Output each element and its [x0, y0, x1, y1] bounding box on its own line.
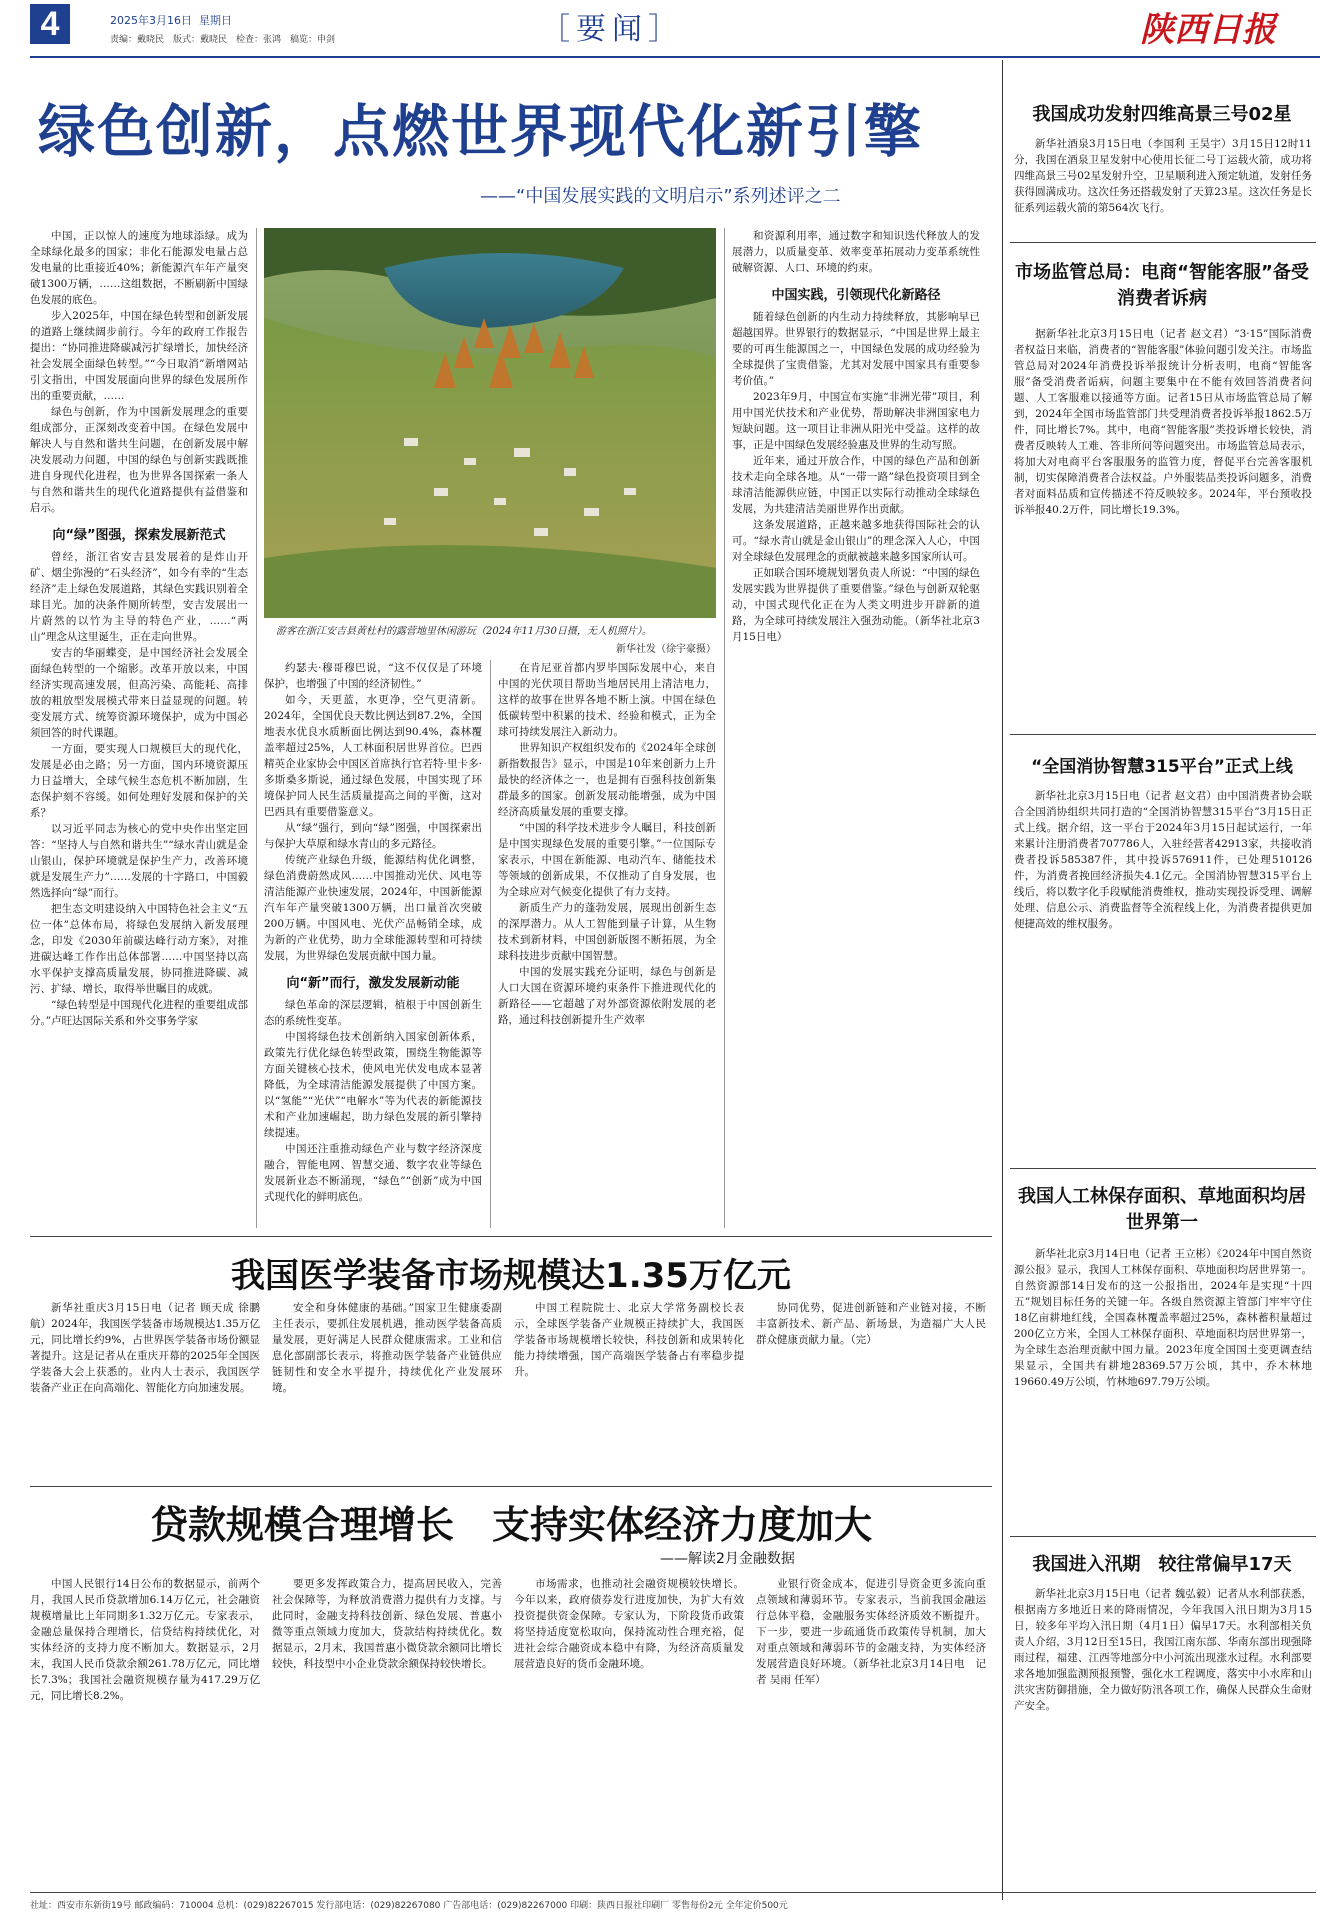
masthead: [0, 0, 1320, 60]
finance-subheadline: ——解读2月金融数据: [660, 1551, 795, 1567]
paragraph: 把生态文明建设纳入中国特色社会主义“五位一体”总体布局，将绿色发展纳入新发展理念，印发《2030年前碳达峰行动方案》，对推进碳达峰工作作出总体部署……中国坚持以高水平保护支撑高质量发展，协同推进降碳、减污、扩绿、增长，取得举世瞩目的成就。: [30, 903, 248, 995]
paragraph: 中国工程院院士、北京大学常务副校长表示，全球医学装备产业规模正持续扩大，我国医学装备市场规模增长较快，科技创新和成果转化能力持续增强，国产高端医学装备占有率稳步提升。: [514, 1302, 744, 1378]
paragraph: 新华社北京3月15日电（记者 赵文君）由中国消费者协会联合全国消协组织共同打造的“全国消协智慧315平台”3月15日正式上线。据介绍，这一平台于2024年3月15日起试运行，一年来累计注册消费者707786人，入驻经营者42913家，共接收消费者投诉585387件，其中投诉576911件，已处理510126件，为消费者挽回经济损失4.1亿元。全国消协智慧315平台上线后，将以数字化手段赋能消费维权，推动实现投诉受理、调解处理、信息公示、消费监督等全流程线上化，为消费者提供更加便捷高效的维权服务。: [1014, 790, 1312, 930]
paragraph: 如今，天更蓝，水更净，空气更清新。2024年，全国优良天数比例达到87.2%，全国地表水优良水质断面比例达到90.4%，森林覆盖率超过25%，人工林面积居世界首位。巴西精英企业家协会中国区首席执行官若特·里卡多·多斯桑多斯说，通过绿色发展，中国实现了环境保护同人民生活质量提高之间的平衡，这对巴西具有重要借鉴意义。: [264, 694, 482, 818]
section-title: ［要闻］: [540, 12, 684, 47]
paper-logo: 陕西日报: [1140, 10, 1276, 50]
divider: [1010, 1536, 1316, 1537]
paragraph: 从“绿”强行，到向“绿”图强，中国探索出与保护大草原和绿水青山的多元路径。: [264, 822, 482, 850]
flood-title: 我国进入汛期 较往常偏早17天: [1032, 1554, 1292, 1575]
paragraph: 近年来，通过开放合作，中国的绿色产品和创新技术走向全球各地。从“一带一路”绿色投资项目到全球清洁能源供应链，中国正以实际行动推动全球绿色发展，为共建清洁美丽世界作出贡献。: [732, 455, 980, 515]
paragraph: 中国还注重推动绿色产业与数字经济深度融合，智能电网、智慧交通、数字农业等绿色发展新业态不断涌现，“绿色”“创新”成为中国式现代化的鲜明底色。: [264, 1143, 482, 1203]
paragraph: 业银行资金成本，促进引导资金更多流向重点领域和薄弱环节。专家表示，当前我国金融运行总体平稳，金融服务实体经济质效不断提升。下一步，要进一步疏通货币政策传导机制，加大对重点领域和薄弱环节的金融支持，为实体经济发展营造良好环境。（新华社北京3月14日电 记者 吴雨 任军）: [756, 1578, 986, 1686]
paragraph: 市场需求，也推动社会融资规模较快增长。今年以来，政府债券发行进度加快，为扩大有效投资提供资金保障。专家认为，下阶段货币政策将坚持适度宽松取向，保持流动性合理充裕，促进社会综合融资成本稳中有降，为经济高质量发展营造良好的货币金融环境。: [514, 1578, 744, 1670]
finance-column-3: [514, 1576, 744, 1880]
ai-service-title: 市场监管总局：电商“智能客服”备受消费者诉病: [1015, 262, 1309, 309]
paragraph: “绿色转型是中国现代化进程的重要组成部分。”卢旺达国际关系和外交事务学家: [30, 999, 248, 1027]
weekday-text: 星期日: [199, 14, 232, 27]
divider: [1010, 734, 1316, 735]
paragraph: 约瑟夫·穆哥穆巴说，“这不仅仅是了环境保护，也增强了中国的经济韧性。”: [264, 662, 482, 690]
medical-column-4: [756, 1300, 986, 1480]
medical-column-3: [514, 1300, 744, 1480]
medical-headline: 我国医学装备市场规模达1.35万亿元: [231, 1256, 791, 1296]
paragraph: 新华社北京3月15日电（记者 魏弘毅）记者从水利部获悉，根据南方多地近日来的降雨情况，今年我国入汛日期为3月15日，较多年平均入汛日期（4月1日）偏早17天。水利部相关负责人介绍，3月12日至15日，我国江南东部、华南东部出现强降雨过程，福建、江西等地部分中小河流出现涨水过程。水利部要求各地加强监测预报预警，强化水工程调度，落实中小水库和山洪灾害防御措施，全力做好防汛各项工作，确保人民群众生命财产安全。: [1014, 1588, 1312, 1712]
issue-date: [110, 12, 232, 28]
ai-service-body: [1014, 326, 1312, 726]
lead-headline: 绿色创新，点燃世界现代化新引擎: [38, 99, 923, 165]
photo-caption: 游客在浙江安吉县黄杜村的露营地里休闲游玩（2024年11月30日摄，无人机照片）。: [276, 626, 652, 637]
footer-info: 社址：西安市东新街19号 邮政编码：710004 总机：(029)82267015 发行部电话：(029)82267080 广告部电话：(029)82267000 印刷：陕西日报社印刷厂 零售每份2元 全年定价500元: [30, 1901, 788, 1911]
paragraph: 新华社重庆3月15日电（记者 顾天成 徐鹏航）2024年，我国医学装备市场规模达1.35万亿元，同比增长约9%，占世界医学装备市场份额显著提升。这是记者从在重庆开幕的2025年全国医学装备大会上获悉的。业内人士表示，我国医学装备产业正在向高端化、智能化方向加速发展。: [30, 1302, 260, 1394]
paragraph: “中国的科学技术进步令人瞩目，科技创新是中国实现绿色发展的重要引擎。”一位国际专家表示，中国在新能源、电动汽车、储能技术等领域的创新成果，不仅推动了自身发展，也为全球应对气候变化提供了有力支持。: [498, 822, 716, 898]
paragraph: 世界知识产权组织发布的《2024年全球创新指数报告》显示，中国是10年来创新力上升最快的经济体之一，也是拥有百强科技创新集群最多的国家。创新发展动能增强，成为中国经济高质量发展的重要支撑。: [498, 742, 716, 818]
divider: [30, 1892, 1316, 1893]
forest-body: [1014, 1246, 1312, 1528]
paragraph: 据新华社北京3月15日电（记者 赵文君）“3·15”国际消费者权益日来临，消费者的“智能客服”体验问题引发关注。市场监管总局对2024年消费投诉举报统计分析表明，电商“智能客服”备受消费者诟病，问题主要集中在不能有效回答消费者问题、人工客服难以接通等方面。记者15日从市场监管总局了解到，2024年全国市场监管部门共受理消费者投诉举报1862.5万件，同比增长7%。其中，电商“智能客服”类投诉增长较快，消费者反映转人工难、答非所问等问题突出。市场监管总局表示，将加大对电商平台客服服务的监管力度，督促平台完善客服机制，切实保障消费者合法权益。户外服装品类投诉问题多，消费者对面料品质和宣传描述不符反映较多。2024年，平台预收投诉举报40.2万件，同比增长19.3%。: [1014, 328, 1312, 516]
paragraph: 以习近平同志为核心的党中央作出坚定回答：“坚持人与自然和谐共生”“绿水青山就是金山银山，保护环境就是保护生产力，改善环境就是发展生产力”……发展的十字路口，中国毅然选择向“绿”而行。: [30, 823, 248, 899]
paragraph: 传统产业绿色升级，能源结构优化调整，绿色消费蔚然成风……中国推动光伏、风电等清洁能源产业快速发展，2024年，中国新能源汽车年产量突破1300万辆，出口量首次突破200万辆。中国风电、光伏产品畅销全球，成为新的产业优势，助力全球能源转型和可持续发展，为世界绿色发展贡献中国力量。: [264, 854, 482, 962]
forest-title: 我国人工林保存面积、草地面积均居世界第一: [1018, 1186, 1306, 1233]
editor-credits: 责编：戴晓民 版式：戴晓民 检查：张鸿 稿览：申剑: [110, 35, 336, 45]
lead-column-2: [264, 660, 482, 1228]
finance-column-1: [30, 1576, 260, 1880]
medical-column-2: [272, 1300, 502, 1480]
photo-credit: 新华社发（徐宇豪摄）: [616, 644, 716, 655]
paragraph: 要更多发挥政策合力，提高居民收入，完善社会保障等，为释放消费潜力提供有力支撑。与此同时，金融支持科技创新、绿色发展、普惠小微等重点领域力度加大，贷款结构持续优化。数据显示，2月末，我国普惠小微贷款余额同比增长较快，科技型中小企业贷款余额保持较快增长。: [272, 1578, 502, 1670]
lead-subheadline: ——“中国发展实践的文明启示”系列述评之二: [480, 186, 841, 207]
paragraph: 正如联合国环境规划署负责人所说：“中国的绿色发展实践为世界提供了重要借鉴。”绿色与创新双轮驱动，中国式现代化正在为人类文明进步开辟新的道路，为全球可持续发展注入强劲动能。（新华社北京3月15日电）: [732, 567, 980, 643]
paragraph: 和资源利用率，通过数字和知识迭代释放人的发展潜力，以质量变革、效率变革拓展动力变革系统性破解资源、人口、环境的约束。: [732, 230, 980, 274]
paragraph: 一方面，要实现人口规模巨大的现代化，发展是必由之路；另一方面，国内环境资源压力日益增大，全球气候生态危机不断加剧，生态保护刻不容缓。如何处理好发展和保护的关系？: [30, 743, 248, 819]
finance-column-2: [272, 1576, 502, 1880]
divider: [1010, 1168, 1316, 1169]
satellite-title: 我国成功发射四维高景三号02星: [1032, 104, 1292, 125]
consumer315-title: “全国消协智慧315平台”正式上线: [1031, 757, 1293, 777]
lead-subhead-3: 中国实践，引领现代化新路径: [771, 288, 941, 303]
paragraph: 这条发展道路，正越来越多地获得国际社会的认可。“绿水青山就是金山银山”的理念深入人心，中国对全球绿色发展理念的贡献被越来越多国家所认可。: [732, 519, 980, 563]
lakeside-campsite-photo: [264, 228, 716, 618]
lead-subhead-2: 向“新”而行，激发发展新动能: [286, 976, 460, 991]
paragraph: 2023年9月，中国宣布实施“非洲光带”项目，利用中国光伏技术和产业优势，帮助解决非洲国家电力短缺问题。这一项目让非洲从阳光中受益。这样的故事，正是中国绿色发展经验惠及世界的生动写照。: [732, 391, 980, 451]
satellite-body: [1014, 136, 1312, 232]
paragraph: 绿色革命的深层逻辑，植根于中国创新生态的系统性变革。: [264, 999, 482, 1027]
paragraph: 在肯尼亚首都内罗毕国际发展中心，来自中国的光伏项目帮助当地居民用上清洁电力，这样的故事在世界各地不断上演。中国在绿色低碳转型中积累的技术、经验和模式，正为全球可持续发展注入新动力。: [498, 662, 716, 738]
medical-column-1: [30, 1300, 260, 1480]
divider: [30, 1486, 992, 1487]
divider: [490, 660, 491, 1228]
paragraph: 新华社北京3月14日电（记者 王立彬）《2024年中国自然资源公报》显示，我国人工林保存面积、草地面积均居世界第一。自然资源部14日发布的这一公报指出，2024年是实现“十四五”规划目标任务的关键一年。各级自然资源主管部门牢牢守住18亿亩耕地红线，全国森林覆盖率超过25%，森林蓄积量超过200亿立方米，全国人工林保存面积、草地面积均居世界第一，为全球生态治理贡献中国力量。2023年度全国国土变更调查结果显示，全国共有耕地28369.57万公顷，其中，乔木林地19660.49万公顷，竹林地697.79万公顷。: [1014, 1248, 1312, 1388]
paragraph: 曾经，浙江省安吉县发展着的是炸山开矿、烟尘弥漫的“石头经济”，如今有幸的“生态经济”走上绿色发展道路，其绿色实践识别着全球目光。加的决条件厕所转型，安吉发展出一片蔚然的以竹为主导的特色产业，……“两山”理念从这里诞生，正在走向世界。: [30, 551, 248, 643]
paragraph: 安吉的华丽蝶变，是中国经济社会发展全面绿色转型的一个缩影。改革开放以来，中国经济实现高速发展，但高污染、高能耗、高排放的粗放型发展模式带来日益显现的问题。转变发展方式、统筹资源环境保护，成为中国必须回答的时代课题。: [30, 647, 248, 739]
paragraph: 中国的发展实践充分证明，绿色与创新是人口大国在资源环境约束条件下推进现代化的新路径——它超越了对外部资源依附发展的老路，通过科技创新提升生产效率: [498, 966, 716, 1026]
divider: [30, 1236, 992, 1237]
finance-column-4: [756, 1576, 986, 1880]
divider: [1010, 242, 1316, 243]
consumer315-body: [1014, 788, 1312, 1160]
paragraph: 新华社酒泉3月15日电（李国利 王昊宇）3月15日12时11分，我国在酒泉卫星发射中心使用长征二号丁运载火箭，成功将四维高景三号02星发射升空，卫星顺利进入预定轨道，发射任务获得圆满成功。这次任务还搭载发射了天算23星。这次任务是长征系列运载火箭的第564次飞行。: [1014, 138, 1312, 214]
paragraph: 绿色与创新，作为中国新发展理念的重要组成部分，正深刻改变着中国。在绿色发展中解决人与自然和谐共生问题，在创新发展中解决发展动力问题，中国的绿色与创新实践既推进自身现代化进程，也为世界各国探索一条人与自然和谐共生的现代化道路提供有益借鉴和启示。: [30, 406, 248, 514]
flood-body: [1014, 1586, 1312, 1880]
divider: [724, 228, 725, 1228]
paragraph: 随着绿色创新的内生动力持续释放，其影响早已超越国界。世界银行的数据显示，“中国是世界上最主要的可再生能源国之一，中国绿色发展的成功经验为全球提供了宝贵借鉴，尤其对发展中国家具有重要参考价值。”: [732, 311, 980, 387]
divider: [256, 228, 257, 1228]
paragraph: 协同优势，促进创新链和产业链对接，不断丰富新技术、新产品、新场景，为造福广大人民群众健康贡献力量。（完）: [756, 1302, 986, 1346]
lead-column-4: [732, 228, 980, 1228]
lead-column-1: [30, 228, 248, 1228]
paragraph: 安全和身体健康的基础。”国家卫生健康委副主任表示，要抓住发展机遇，推动医学装备高质量发展，更好满足人民群众健康需求。工业和信息化部副部长表示，将推动医学装备产业链供应链韧性和安全水平提升，持续优化产业发展环境。: [272, 1302, 502, 1394]
date-text: 2025年3月16日: [110, 14, 192, 27]
paragraph: 新质生产力的蓬勃发展，展现出创新生态的深厚潜力。从人工智能到量子计算，从生物技术到新材料，中国创新版图不断拓展，为全球科技进步贡献中国智慧。: [498, 902, 716, 962]
page-number: 4: [30, 4, 70, 44]
column-divider-main: [1002, 60, 1003, 1900]
paragraph: 步入2025年，中国在绿色转型和创新发展的道路上继续阔步前行。今年的政府工作报告提出：“协同推进降碳减污扩绿增长，加快经济社会发展全面绿色转型。”“今日取消”新增网站引文指出，中国发展面向世界的绿色发展所作出的重要贡献，……: [30, 310, 248, 402]
lead-subhead-1: 向“绿”图强，探索发展新范式: [52, 528, 226, 543]
lead-column-3: [498, 660, 716, 1228]
masthead-rule: [30, 56, 1320, 58]
paragraph: 中国，正以惊人的速度为地球添绿。成为全球绿化最多的国家；非化石能源发电量占总发电量的比重接近40%；新能源汽车年产量突破1300万辆，……这组数据，不断刷新中国绿色发展的底色。: [30, 230, 248, 306]
lead-photo: [264, 228, 716, 618]
paragraph: 中国将绿色技术创新纳入国家创新体系，政策先行优化绿色转型政策，围绕生物能源等方面关键核心技术，使风电光伏发电成本显著降低，为全球清洁能源发展提供了中国方案。以“氢能”“光伏”“电解水”等为代表的新能源技术和产业加速崛起，助力绿色发展的新引擎持续提速。: [264, 1031, 482, 1139]
paragraph: 中国人民银行14日公布的数据显示，前两个月，我国人民币贷款增加6.14万亿元，社会融资规模增量比上年同期多1.32万亿元。专家表示，金融总量保持合理增长，信贷结构持续优化，对实体经济的支持力度不断加大。数据显示，2月末，我国人民币贷款余额261.78万亿元，同比增长7.3%；我国社会融资规模存量为417.29万亿元，同比增长8.2%。: [30, 1578, 260, 1702]
finance-headline: 贷款规模合理增长 支持实体经济力度加大: [149, 1503, 872, 1547]
